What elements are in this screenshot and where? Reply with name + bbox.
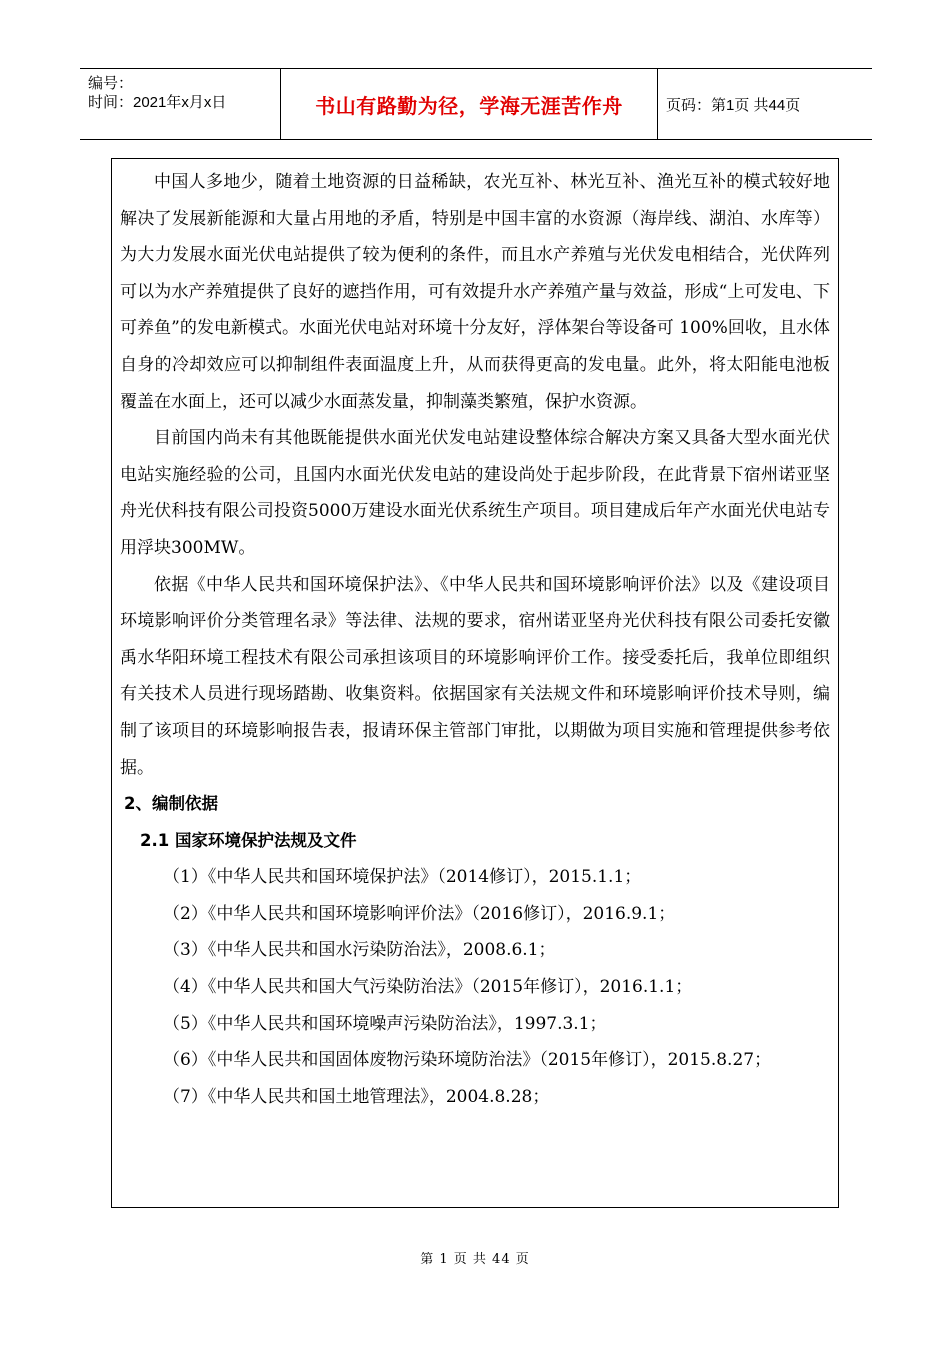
body-paragraph: 目前国内尚未有其他既能提供水面光伏发电站建设整体综合解决方案又具备大型水面光伏电站实施经验的公司，且国内水面光伏发电站的建设尚处于起步阶段，在此背景下宿州诺亚坚舟光伏科技有限公司投资5000万建设水面光伏系统生产项目。项目建成后年产水面光伏电站专用浮块300MW。 (120, 428, 830, 558)
page-footer: 第 1 页 共 44 页 (420, 1252, 530, 1267)
body-paragraph: 依据《中华人民共和国环境保护法》、《中华人民共和国环境影响评价法》以及《建设项目环境影响评价分类管理名录》等法律、法规的要求，宿州诺亚坚舟光伏科技有限公司委托安徽禹水华阳环境工程技术有限公司承担该项目的环境影响评价工作。接受委托后，我单位即组织有关技术人员进行现场踏勘、收集资料。依据国家有关法规文件和环境影响评价技术导则，编制了该项目的环境影响报告表，报请环保主管部门审批，以期做为项目实施和管理提供参考依据。 (120, 574, 830, 778)
header-page-label: 页码：第1页 共44页 (666, 96, 801, 114)
law-list-item: （6）《中华人民共和国固体废物污染环境防治法》（2015年修订），2015.8.27； (163, 1050, 772, 1071)
body-paragraph: 中国人多地少，随着土地资源的日益稀缺，农光互补、林光互补、渔光互补的模式较好地解决了发展新能源和大量占用地的矛盾，特别是中国丰富的水资源（海岸线、湖泊、水库等）为大力发展水面光伏电站提供了较为便利的条件，而且水产养殖与光伏发电相结合，光伏阵列可以为水产养殖提供了良好的遮挡作用，可有效提升水产养殖产量与效益，形成“上可发电、下可养鱼”的发电新模式。水面光伏电站对环境十分友好，浮体架台等设备可 100%回收，且水体自身的冷却效应可以抑制组件表面温度上升，从而获得更高的发电量。此外，将太阳能电池板覆盖在水面上，还可以减少水面蒸发量，抑制藻类繁殖，保护水资源。 (120, 172, 830, 412)
law-list-item: （1）《中华人民共和国环境保护法》（2014修订），2015.1.1； (163, 867, 642, 888)
law-list-item: （7）《中华人民共和国土地管理法》，2004.8.28； (163, 1086, 550, 1107)
law-list-item: （2）《中华人民共和国环境影响评价法》（2016修订），2016.9.1； (163, 903, 676, 924)
subsection-heading: 2.1 国家环境保护法规及文件 (140, 830, 357, 850)
document-date-label: 时间：2021年x月x日 (88, 94, 227, 111)
section-heading: 2、编制依据 (124, 794, 218, 814)
page-header (80, 68, 872, 140)
document-body (120, 164, 830, 1115)
header-motto: 书山有路勤为径，学海无涯苦作舟 (281, 69, 658, 139)
document-number-label: 编号： (88, 75, 134, 92)
law-list-item: （3）《中华人民共和国水污染防治法》，2008.6.1； (163, 940, 556, 961)
law-list-item: （4）《中华人民共和国大气污染防治法》（2015年修订），2016.1.1； (163, 977, 693, 998)
header-meta (80, 69, 281, 139)
law-list-item: （5）《中华人民共和国环境噪声污染防治法》，1997.3.1； (163, 1013, 607, 1034)
